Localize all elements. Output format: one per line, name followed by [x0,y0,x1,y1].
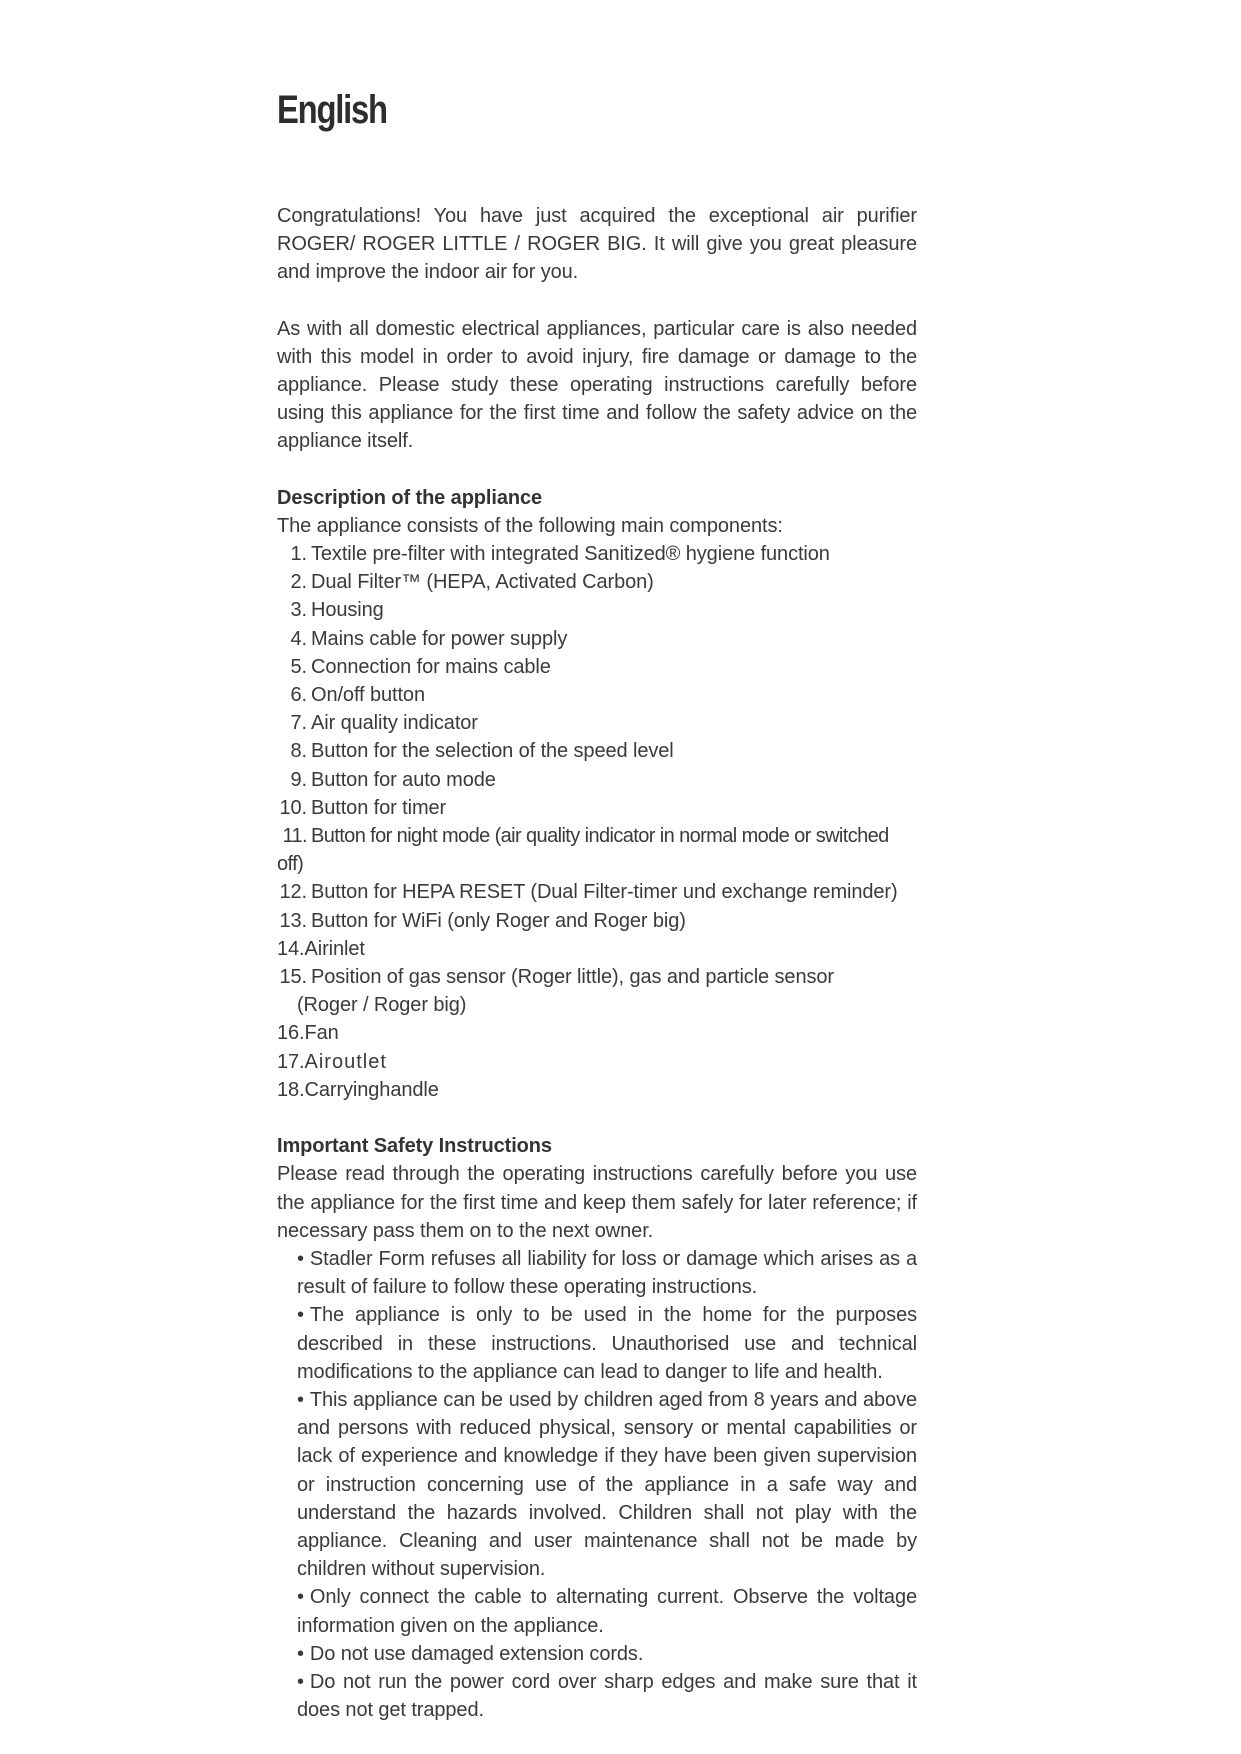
item-number: 9. [290,768,307,791]
intro-paragraph: Congratulations! You have just acquired the exceptional air purifier ROGER/ ROGER LITTLE / ROGER BIG. It will give you great pleasure and improve the indoor air for you. [277,205,917,284]
list-item [297,1640,917,1668]
item-text: This appliance can be used by children aged from 8 years and above and persons with reduced physical, sensory or mental capabilities or lack of experience and knowledge if they have been given supervision or instruction concerning use of the appliance in a safe way and understand the hazards involved. Children shall not play with the appliance. Cleaning and user maintenance shall not be made by children without supervision. [297,1388,917,1581]
list-item [277,766,917,794]
list-item [277,794,917,822]
safety-list [277,1245,917,1724]
item-number: 11. [282,825,307,848]
list-item [277,709,917,737]
components-list [277,540,917,1104]
list-item [277,1076,917,1104]
list-item [277,625,917,653]
list-item [277,737,917,765]
item-number: 2. [290,571,307,594]
item-number: 3. [290,599,307,622]
bullet: • [297,1304,304,1327]
list-item [277,568,917,596]
item-text: Textile pre-filter with integrated Sanitized® hygiene function [311,543,830,566]
item-text: Do not run the power cord over sharp edges and make sure that it does not get trapped. [297,1670,917,1722]
item-number: 10. [279,796,307,819]
list-item [297,1245,917,1301]
item-number: 15. [279,966,307,989]
item-text: Air quality indicator [311,712,478,735]
list-item [277,596,917,624]
description-heading: Description of the appliance [277,486,543,509]
item-text-continued: (Roger / Roger big) [297,994,467,1017]
item-number: 6. [290,684,307,707]
list-item [297,1301,917,1386]
item-number: 12. [279,881,307,904]
bullet: • [297,1388,304,1411]
list-item [277,963,917,1019]
item-text: Airinlet [304,937,365,960]
list-item [297,1583,917,1639]
item-text: Button for HEPA RESET (Dual Filter-timer und exchange reminder) [311,881,898,904]
item-text: Dual Filter™ (HEPA, Activated Carbon) [311,571,654,594]
list-item [277,653,917,681]
list-item [277,1048,917,1076]
item-number: 14. [277,937,305,960]
bullet: • [297,1642,304,1665]
item-text: Position of gas sensor (Roger little), gas and particle sensor [311,966,834,989]
bullet: • [297,1586,304,1609]
list-item [277,681,917,709]
manual-page [277,80,917,1724]
item-text: Button for auto mode [311,768,496,791]
safety-heading: Important Safety Instructions [277,1135,552,1158]
item-number: 5. [290,655,307,678]
item-number: 16. [277,1022,305,1045]
safety-lead: Please read through the operating instructions carefully before you use the appliance for the first time and keep them safely for later reference; if necessary pass them on to the next owner. [277,1163,917,1242]
item-number: 1. [290,543,307,566]
item-number: 7. [290,712,307,735]
list-item [277,935,917,963]
item-text: Only connect the cable to alternating current. Observe the voltage information given on the appliance. [297,1586,917,1637]
item-text: Stadler Form refuses all liability for loss or damage which arises as a result of failure to follow these operating instructions. [297,1247,917,1299]
item-text: Mains cable for power supply [311,627,568,650]
item-number: 13. [279,909,307,932]
item-number: 17. [277,1050,305,1073]
list-item [277,878,917,906]
item-text: Connection for mains cable [311,655,551,678]
list-item [277,907,917,935]
item-text: Button for the selection of the speed level [311,740,674,763]
item-number: 4. [290,627,307,650]
bullet: • [297,1247,304,1270]
item-text: Button for timer [311,796,447,819]
list-item [297,1386,917,1583]
item-number: 8. [290,740,307,763]
item-text: Fan [304,1022,339,1045]
list-item [277,540,917,568]
description-lead: The appliance consists of the following main components: [277,514,783,537]
item-text: Do not use damaged extension cords. [309,1642,644,1665]
item-text: Button for night mode (air quality indicator in normal mode or switched off) [277,825,889,876]
list-item [297,1668,917,1724]
item-text: Airoutlet [304,1050,387,1073]
bullet: • [297,1670,304,1693]
list-item [277,1019,917,1047]
page-title: English [277,88,387,132]
item-text: On/off button [311,684,425,707]
item-number: 18. [277,1078,305,1101]
item-text: The appliance is only to be used in the home for the purposes described in these instructions. Unauthorised use and technical modifications to the appliance can lead to danger to life and health. [297,1304,917,1383]
item-text: Button for WiFi (only Roger and Roger big) [311,909,686,932]
list-item [277,822,917,878]
item-text: Housing [311,599,384,622]
item-text: Carryinghandle [304,1078,439,1101]
care-paragraph: As with all domestic electrical appliances, particular care is also needed with this model in order to avoid injury, fire damage or damage to the appliance. Please study these operating instructions carefully before using this appliance for the first time and follow the safety advice on the appliance itself. [277,317,917,453]
